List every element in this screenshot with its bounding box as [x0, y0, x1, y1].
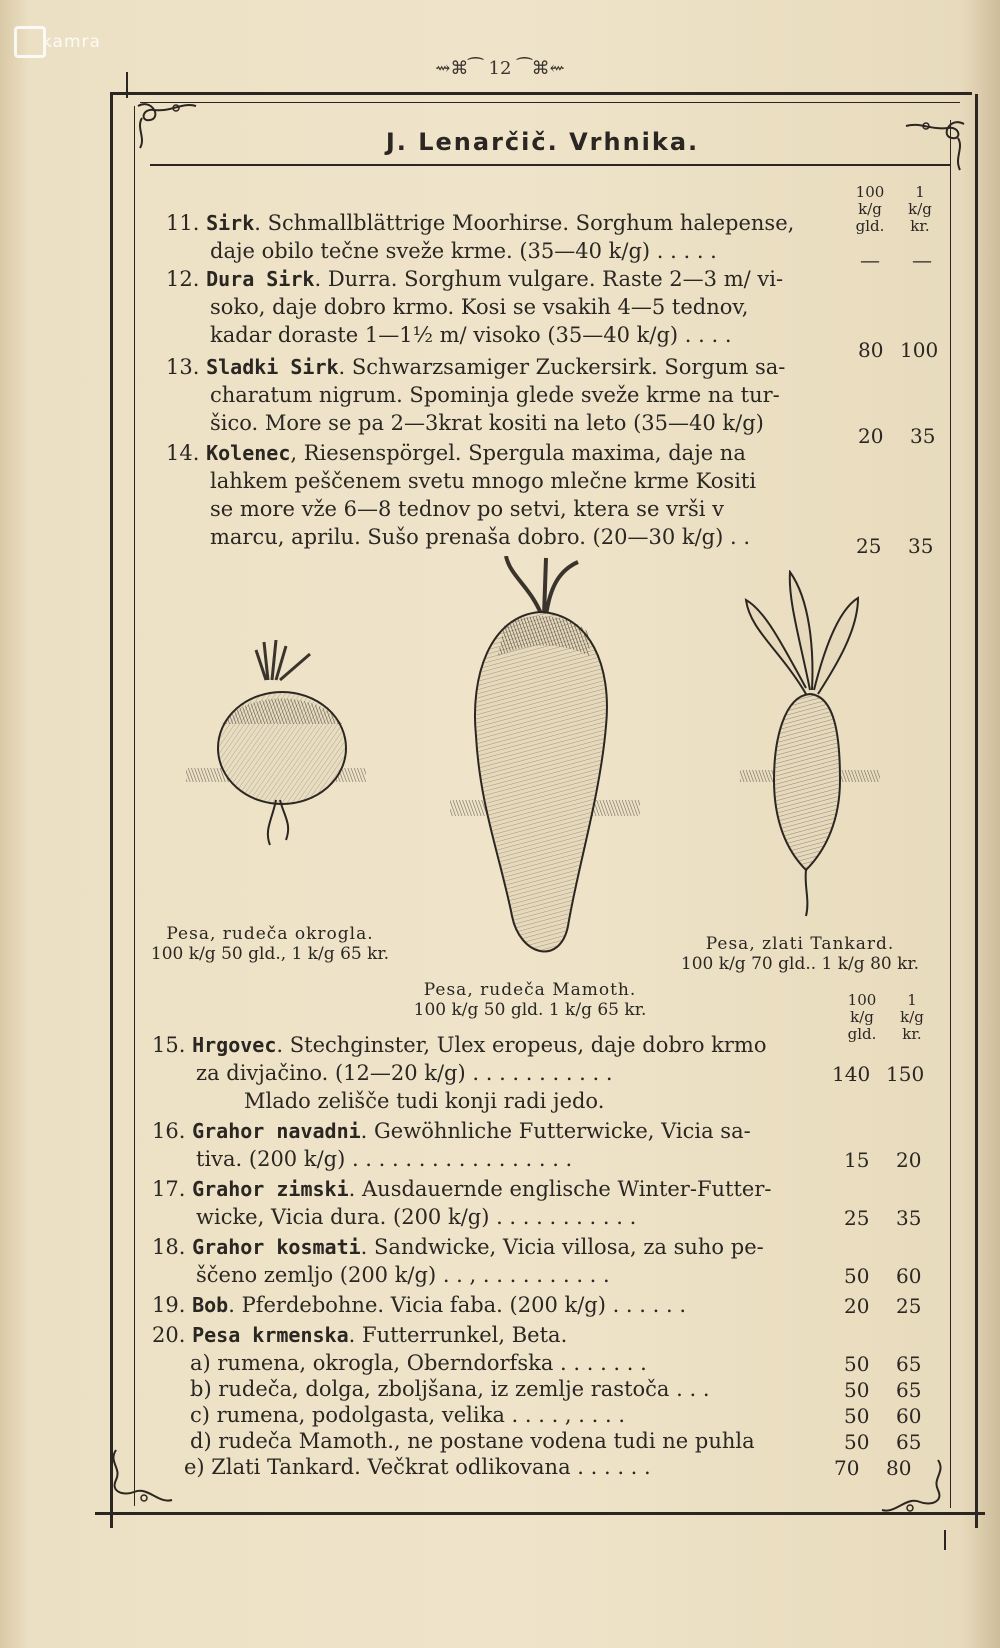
list-item: 16. Grahor navadni. Gewöhnliche Futterwicke, Vicia sa- — [152, 1119, 751, 1143]
column-heading-line: 1 — [907, 991, 917, 1009]
price-gld: — — [860, 248, 880, 272]
item-name: Grahor kosmati — [192, 1235, 361, 1259]
frame-bottom-rule — [95, 1512, 985, 1515]
price-gld: 140 — [832, 1062, 871, 1086]
price-kr: — — [912, 248, 932, 272]
watermark-text: kamra — [42, 32, 101, 52]
page-title: J. Lenarčič. Vrhnika. — [385, 128, 700, 156]
price-kr: 25 — [896, 1294, 922, 1318]
item-number: 12. — [166, 267, 200, 291]
price-kr: 150 — [886, 1062, 925, 1086]
caption-title: Pesa, rudeča Mamoth. — [423, 980, 637, 1000]
price-kr: 65 — [896, 1378, 922, 1402]
price-kr: 20 — [896, 1148, 922, 1172]
column-heading-line: gld. — [847, 1025, 877, 1043]
column-heading-gld — [848, 184, 892, 235]
price-kr: 65 — [896, 1352, 922, 1376]
page-number-line — [0, 58, 1000, 79]
list-item: 11. Sirk. Schmallblättrige Moorhirse. Sorghum halepense, — [166, 211, 795, 235]
price-kr: 80 — [886, 1456, 912, 1480]
item-text: Schwarzsamiger Zuckersirk. Sorgum sa- — [351, 355, 786, 379]
price-gld: 25 — [856, 534, 882, 558]
item-name: Grahor navadni — [192, 1119, 361, 1143]
frame-inner-left-rule — [134, 106, 135, 1506]
ornament-right: ⁀⌘⇜ — [517, 58, 565, 79]
sub-item: b) rudeča, dolga, zboljšana, iz zemlje rastoča . . . — [190, 1377, 710, 1401]
price-kr: 65 — [896, 1430, 922, 1454]
item-number: 17. — [152, 1177, 186, 1201]
sub-item: c) rumena, podolgasta, velika . . . . , . . . . — [190, 1403, 625, 1427]
list-item: 20. Pesa krmenska. Futterrunkel, Beta. — [152, 1323, 568, 1347]
column-heading-line: k/g — [858, 200, 882, 218]
price-gld: 20 — [858, 424, 884, 448]
image-caption — [670, 934, 930, 974]
column-heading-line: gld. — [855, 217, 885, 235]
column-heading-line: 100 — [847, 991, 877, 1009]
column-heading-line: kr. — [910, 217, 930, 235]
caption-title: Pesa, rudeča okrogla. — [166, 924, 374, 944]
sub-item: a) rumena, okrogla, Oberndorfska . . . . . . . — [190, 1351, 647, 1375]
item-name: Grahor zimski — [192, 1177, 349, 1201]
item-text: lahkem peščenem svetu mnogo mlečne krme Kositi — [210, 469, 757, 493]
item-name: Hrgovec — [192, 1033, 277, 1057]
red-round-beet-illustration — [186, 640, 366, 850]
price-kr: 100 — [900, 338, 939, 362]
item-text: tiva. (200 k/g) . . . . . . . . . . . . . . . . . — [196, 1147, 573, 1171]
price-kr: 35 — [908, 534, 934, 558]
list-item: 19. Bob. Pferdebohne. Vicia faba. (200 k/g) . . . . . . — [152, 1293, 687, 1317]
image-caption — [150, 924, 390, 964]
item-text: Pferdebohne. Vicia faba. (200 k/g) . . . . . . — [241, 1293, 687, 1317]
caption-title: Pesa, zlati Tankard. — [705, 934, 895, 954]
red-mamoth-beet-illustration — [450, 556, 640, 966]
frame-tick-bottom — [944, 1530, 946, 1550]
caption-price: 100 k/g 50 gld. 1 k/g 65 kr. — [413, 1000, 647, 1020]
item-number: 15. — [152, 1033, 186, 1057]
item-number: 19. — [152, 1293, 186, 1317]
item-text: Gewöhnliche Futterwicke, Vicia sa- — [374, 1119, 751, 1143]
price-gld: 50 — [844, 1378, 870, 1402]
column-heading-line: 1 — [915, 183, 925, 201]
price-gld: 50 — [844, 1264, 870, 1288]
item-text: za divjačino. (12—20 k/g) . . . . . . . . . . . — [196, 1061, 613, 1085]
item-text: marcu, aprilu. Sušo prenaša dobro. (20—30 k/g) . . — [210, 525, 750, 549]
item-note: Mlado zelišče tudi konji radi jedo. — [244, 1089, 605, 1113]
column-heading-kr — [900, 184, 940, 235]
item-name: Sirk — [206, 211, 255, 235]
frame-inner-right-rule — [950, 120, 951, 1508]
item-name: Kolenec — [206, 441, 291, 465]
list-item: 14. Kolenec, Riesenspörgel. Spergula maxima, daje na — [166, 441, 746, 465]
item-text: šico. More se pa 2—3krat kositi na leto (35—40 k/g) — [210, 411, 764, 435]
ornament-left: ⇝⌘⁀ — [435, 58, 483, 79]
item-number: 14. — [166, 441, 200, 465]
item-text: se more vže 6—8 tednov po setvi, ktera se vrši v — [210, 497, 724, 521]
column-heading-kr — [892, 992, 932, 1043]
item-name: Bob — [192, 1293, 229, 1317]
item-name: Pesa krmenska — [192, 1323, 349, 1347]
item-text: kadar doraste 1—1½ m/ visoko (35—40 k/g) . . . . — [210, 323, 732, 347]
list-item: 18. Grahor kosmati. Sandwicke, Vicia villosa, za suho pe- — [152, 1235, 764, 1259]
column-heading-line: kr. — [902, 1025, 922, 1043]
item-number: 18. — [152, 1235, 186, 1259]
column-heading-gld — [840, 992, 884, 1043]
item-number: 20. — [152, 1323, 186, 1347]
item-name: Dura Sirk — [206, 267, 315, 291]
item-text: Schmallblättrige Moorhirse. Sorghum halepense, — [267, 211, 795, 235]
item-text: soko, daje dobro krmo. Kosi se vsakih 4—5 tednov, — [210, 295, 749, 319]
caption-price: 100 k/g 50 gld., 1 k/g 65 kr. — [150, 944, 390, 964]
item-text: daje obilo tečne sveže krme. (35—40 k/g) . . . . . — [210, 239, 717, 263]
list-item: 13. Sladki Sirk. Schwarzsamiger Zuckersirk. Sorgum sa- — [166, 355, 786, 379]
sub-item: e) Zlati Tankard. Večkrat odlikovana . . . . . . — [184, 1455, 651, 1479]
column-heading-line: k/g — [900, 1008, 924, 1026]
item-text: Stechginster, Ulex eropeus, daje dobro krmo — [289, 1033, 767, 1057]
price-gld: 50 — [844, 1352, 870, 1376]
item-number: 11. — [166, 211, 200, 235]
list-item: 15. Hrgovec. Stechginster, Ulex eropeus, daje dobro krmo — [152, 1033, 767, 1057]
kamra-logo-icon — [14, 26, 46, 58]
list-item: 17. Grahor zimski. Ausdauernde englische Winter-Futter- — [152, 1177, 772, 1201]
price-kr: 35 — [910, 424, 936, 448]
header-bottom-rule — [150, 164, 950, 166]
item-number: 13. — [166, 355, 200, 379]
item-text: Riesenspörgel. Spergula maxima, daje na — [303, 441, 746, 465]
price-kr: 35 — [896, 1206, 922, 1230]
price-gld: 80 — [858, 338, 884, 362]
price-gld: 25 — [844, 1206, 870, 1230]
column-heading-line: k/g — [850, 1008, 874, 1026]
caption-price: 100 k/g 70 gld.. 1 k/g 80 kr. — [680, 954, 920, 974]
image-caption — [400, 980, 660, 1020]
sub-item: d) rudeča Mamoth., ne postane vodena tudi ne puhla — [190, 1429, 755, 1453]
price-gld: 50 — [844, 1430, 870, 1454]
item-text: wicke, Vicia dura. (200 k/g) . . . . . . . . . . . — [196, 1205, 637, 1229]
price-gld: 50 — [844, 1404, 870, 1428]
price-gld: 20 — [844, 1294, 870, 1318]
page-number: 12 — [488, 58, 512, 79]
item-text: Ausdauernde englische Winter-Futter- — [362, 1177, 772, 1201]
golden-tankard-beet-illustration — [740, 570, 880, 920]
price-gld: 70 — [834, 1456, 860, 1480]
item-name: Sladki Sirk — [206, 355, 339, 379]
item-text: charatum nigrum. Spominja glede sveže krme na tur- — [210, 383, 780, 407]
price-gld: 15 — [844, 1148, 870, 1172]
list-item: 12. Dura Sirk. Durra. Sorghum vulgare. Raste 2—3 m/ vi- — [166, 267, 784, 291]
price-kr: 60 — [896, 1264, 922, 1288]
item-text: Durra. Sorghum vulgare. Raste 2—3 m/ vi- — [327, 267, 784, 291]
corner-flourish-icon — [104, 1446, 176, 1510]
column-heading-line: 100 — [855, 183, 885, 201]
price-kr: 60 — [896, 1404, 922, 1428]
item-text: Sandwicke, Vicia villosa, za suho pe- — [374, 1235, 764, 1259]
watermark — [14, 26, 101, 58]
item-text: ščeno zemljo (200 k/g) . . , . . . . . . . . . . — [196, 1263, 610, 1287]
item-number: 16. — [152, 1119, 186, 1143]
item-text: Futterrunkel, Beta. — [362, 1323, 568, 1347]
column-heading-line: k/g — [908, 200, 932, 218]
